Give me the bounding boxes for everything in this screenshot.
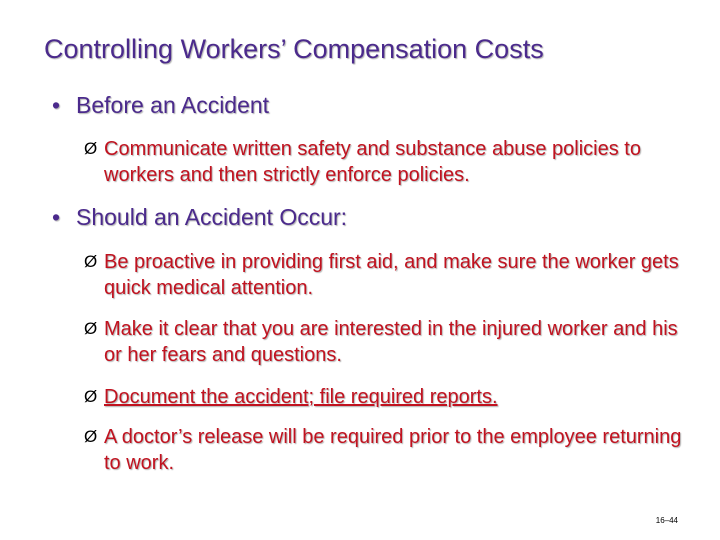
page-number: 16–44 xyxy=(655,516,678,525)
list-item-text: Communicate written safety and substance abuse policies to workers and then strictly enforce policies. xyxy=(104,138,641,186)
item-rest-text: in providing first aid, and make sure the worker gets quick medical attention. xyxy=(104,251,679,299)
bullet-icon: • xyxy=(52,204,61,230)
arrow-bullet-icon: Ø xyxy=(84,387,98,406)
list-item-text: Make it clear that you are interested in the injured worker and his or her fears and questions. xyxy=(104,318,678,366)
list-item xyxy=(84,316,684,368)
list-item-text xyxy=(84,249,684,301)
list-item xyxy=(84,424,684,476)
arrow-bullet-icon: Ø xyxy=(84,319,98,338)
section-heading-should-accident xyxy=(52,204,347,231)
section-heading-text: Before an Accident xyxy=(76,92,270,118)
list-item xyxy=(84,384,684,410)
section-heading-before-accident xyxy=(52,92,269,119)
arrow-bullet-icon: Ø xyxy=(84,139,98,158)
list-item xyxy=(84,136,684,188)
list-item-text: A doctor’s release will be required prior to the employee returning to work. xyxy=(104,426,682,474)
arrow-bullet-icon: Ø xyxy=(84,252,98,271)
slide-title: Controlling Workers’ Compensation Costs xyxy=(44,34,544,64)
list-item xyxy=(84,249,684,301)
highlight-text: Be proactive xyxy=(104,251,216,273)
list-item-text: Document the accident; file required reports. xyxy=(104,386,498,408)
section-heading-text: Should an Accident Occur: xyxy=(76,204,348,230)
arrow-bullet-icon: Ø xyxy=(84,427,98,446)
bullet-icon: • xyxy=(52,92,61,118)
